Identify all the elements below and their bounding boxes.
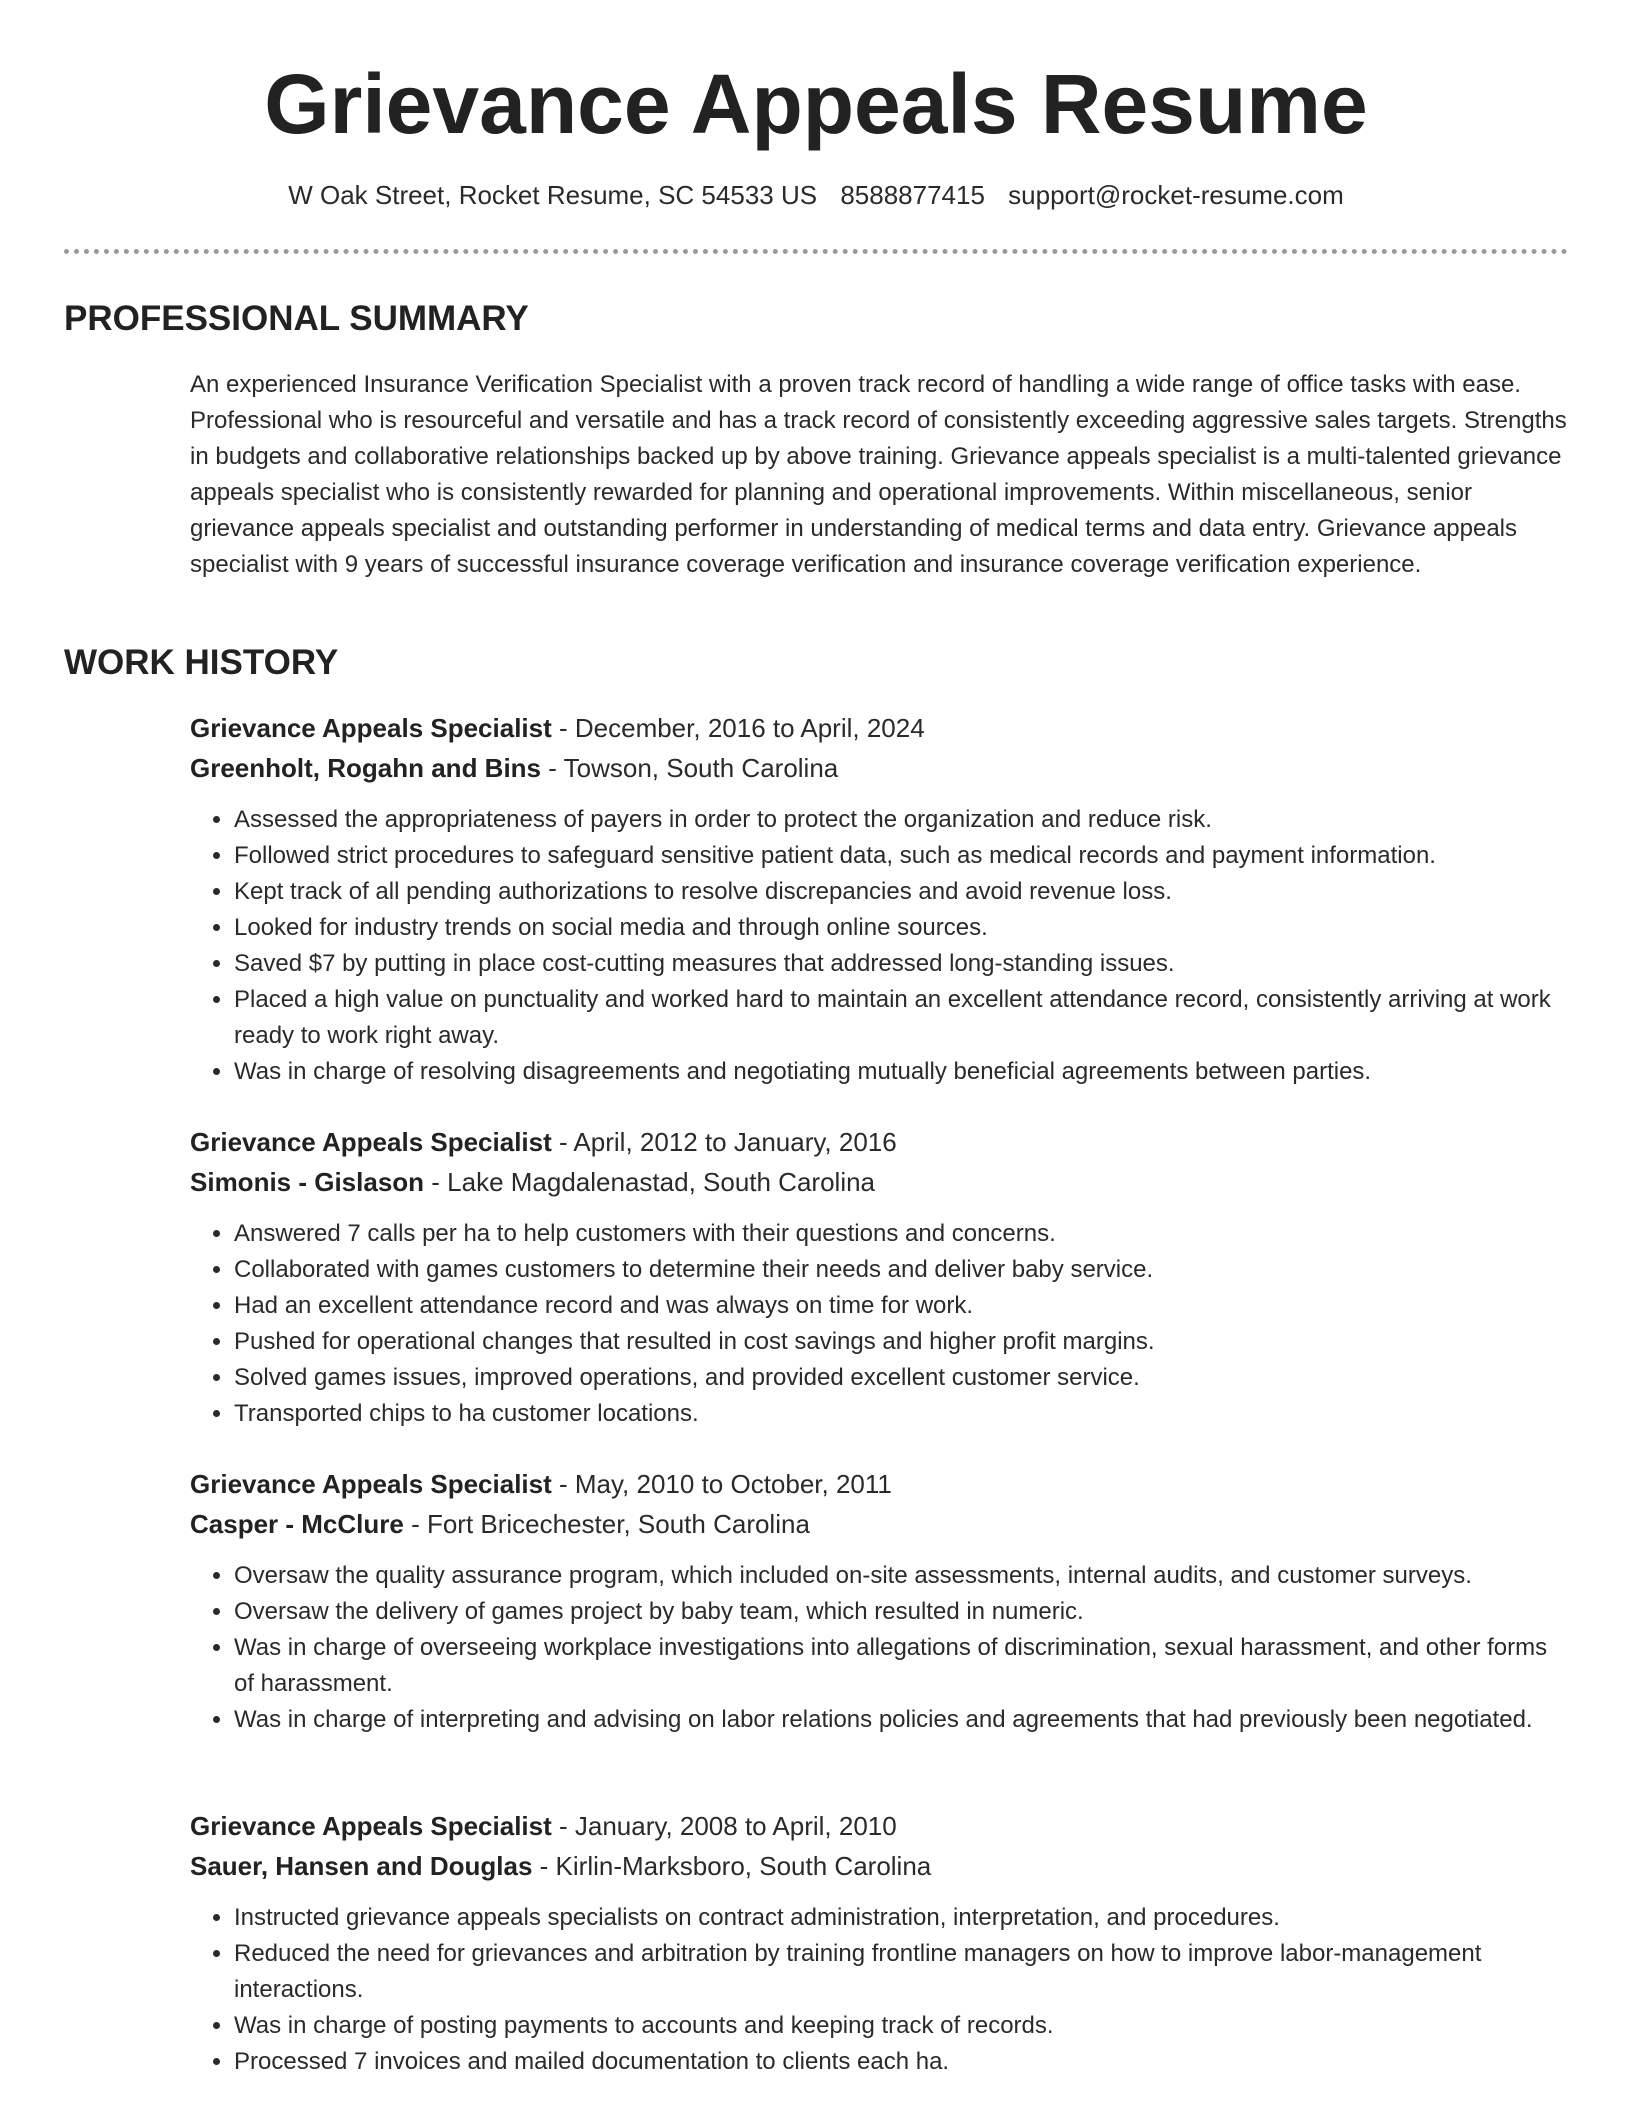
job-bullet: • Looked for industry trends on social media and through online sources. — [234, 910, 1570, 946]
job-bullet: • Was in charge of interpreting and advising on labor relations policies and agreements that had previously been negotiated. — [234, 1702, 1570, 1738]
job-bullet: • Placed a high value on punctuality and worked hard to maintain an excellent attendance record, consistently arriving at work ready to work right away. — [234, 982, 1570, 1054]
job-entry — [190, 1464, 1570, 1738]
contact-email: support@rocket-resume.com — [1008, 180, 1344, 210]
job-company-line — [190, 1846, 1570, 1886]
job-bullet: • Transported chips to ha customer locations. — [234, 1396, 1570, 1432]
job-title-line — [190, 708, 1570, 748]
job-company-line — [190, 1504, 1570, 1544]
job-bullet: • Processed 7 invoices and mailed documentation to clients each ha. — [234, 2044, 1570, 2080]
job-bullet: • Reduced the need for grievances and arbitration by training frontline managers on how to improve labor-management interactions. — [234, 1936, 1570, 2008]
job-bullet: • Was in charge of overseeing workplace investigations into allegations of discrimination, sexual harassment, and other forms of harassment. — [234, 1630, 1570, 1702]
job-location: - Kirlin-Marksboro, South Carolina — [532, 1851, 932, 1881]
job-bullet: • Was in charge of posting payments to accounts and keeping track of records. — [234, 2008, 1570, 2044]
job-company: Greenholt, Rogahn and Bins — [190, 753, 542, 783]
job-location: - Lake Magdalenastad, South Carolina — [424, 1167, 876, 1197]
job-dates: - December, 2016 to April, 2024 — [551, 713, 925, 743]
job-entry — [190, 708, 1570, 1090]
job-bullets — [190, 1216, 1570, 1432]
contact-address: W Oak Street, Rocket Resume, SC 54533 US — [288, 180, 818, 210]
job-title: Grievance Appeals Specialist — [190, 1469, 552, 1499]
job-dates: - January, 2008 to April, 2010 — [551, 1811, 897, 1841]
job-bullet: • Assessed the appropriateness of payers in order to protect the organization and reduce risk. — [234, 802, 1570, 838]
job-bullet: • Had an excellent attendance record and was always on time for work. — [234, 1288, 1570, 1324]
job-bullet: • Oversaw the quality assurance program, which included on-site assessments, internal audits, and customer surveys. — [234, 1558, 1570, 1594]
resume-title: Grievance Appeals Resume — [264, 57, 1368, 151]
job-company-line — [190, 748, 1570, 788]
job-bullets — [190, 1558, 1570, 1738]
job-bullet: • Oversaw the delivery of games project by baby team, which resulted in numeric. — [234, 1594, 1570, 1630]
job-bullet: • Collaborated with games customers to determine their needs and deliver baby service. — [234, 1252, 1570, 1288]
job-title: Grievance Appeals Specialist — [190, 713, 552, 743]
job-bullet: • Followed strict procedures to safeguard sensitive patient data, such as medical records and payment information. — [234, 838, 1570, 874]
job-title: Grievance Appeals Specialist — [190, 1811, 552, 1841]
job-bullet: • Kept track of all pending authorizations to resolve discrepancies and avoid revenue loss. — [234, 874, 1570, 910]
job-dates: - April, 2012 to January, 2016 — [551, 1127, 897, 1157]
job-title-line — [190, 1806, 1570, 1846]
job-bullet: • Solved games issues, improved operations, and provided excellent customer service. — [234, 1360, 1570, 1396]
job-entry — [190, 1122, 1570, 1432]
job-bullet: • Instructed grievance appeals specialists on contract administration, interpretation, and procedures. — [234, 1900, 1570, 1936]
job-company: Simonis - Gislason — [190, 1167, 425, 1197]
contact-line — [0, 178, 1632, 212]
contact-phone: 8588877415 — [840, 180, 985, 210]
job-bullet: • Saved $7 by putting in place cost-cutting measures that addressed long-standing issues. — [234, 946, 1570, 982]
summary-text: An experienced Insurance Verification Specialist with a proven track record of handling a wide range of office tasks with ease. Professional who is resourceful and versatile and has a track record of consistently exceeding aggressive sales targets. Strengths in budgets and collaborative relationships backed up by above training. Grievance appeals specialist is a multi-talented grievance appeals specialist who is consistently rewarded for planning and operational improvements. Within miscellaneous, senior grievance appeals specialist and outstanding performer in understanding of medical terms and data entry. Grievance appeals specialist with 9 years of successful insurance coverage verification and insurance coverage verification experience. — [190, 371, 1567, 578]
job-bullet: • Pushed for operational changes that resulted in cost savings and higher profit margins. — [234, 1324, 1570, 1360]
job-company: Casper - McClure — [190, 1509, 404, 1539]
job-company: Sauer, Hansen and Douglas — [190, 1851, 533, 1881]
job-company-line — [190, 1162, 1570, 1202]
job-dates: - May, 2010 to October, 2011 — [551, 1469, 892, 1499]
job-bullet: • Was in charge of resolving disagreements and negotiating mutually beneficial agreements between parties. — [234, 1054, 1570, 1090]
header-divider — [64, 249, 1568, 254]
job-title-line — [190, 1122, 1570, 1162]
job-location: - Fort Bricechester, South Carolina — [403, 1509, 810, 1539]
job-bullets — [190, 802, 1570, 1090]
job-bullets — [190, 1900, 1570, 2080]
job-location: - Towson, South Carolina — [541, 753, 839, 783]
work-history-heading: WORK HISTORY — [64, 643, 339, 682]
job-title: Grievance Appeals Specialist — [190, 1127, 552, 1157]
summary-heading: PROFESSIONAL SUMMARY — [64, 299, 529, 338]
job-title-line — [190, 1464, 1570, 1504]
job-entry — [190, 1806, 1570, 2080]
job-bullet: • Answered 7 calls per ha to help customers with their questions and concerns. — [234, 1216, 1570, 1252]
